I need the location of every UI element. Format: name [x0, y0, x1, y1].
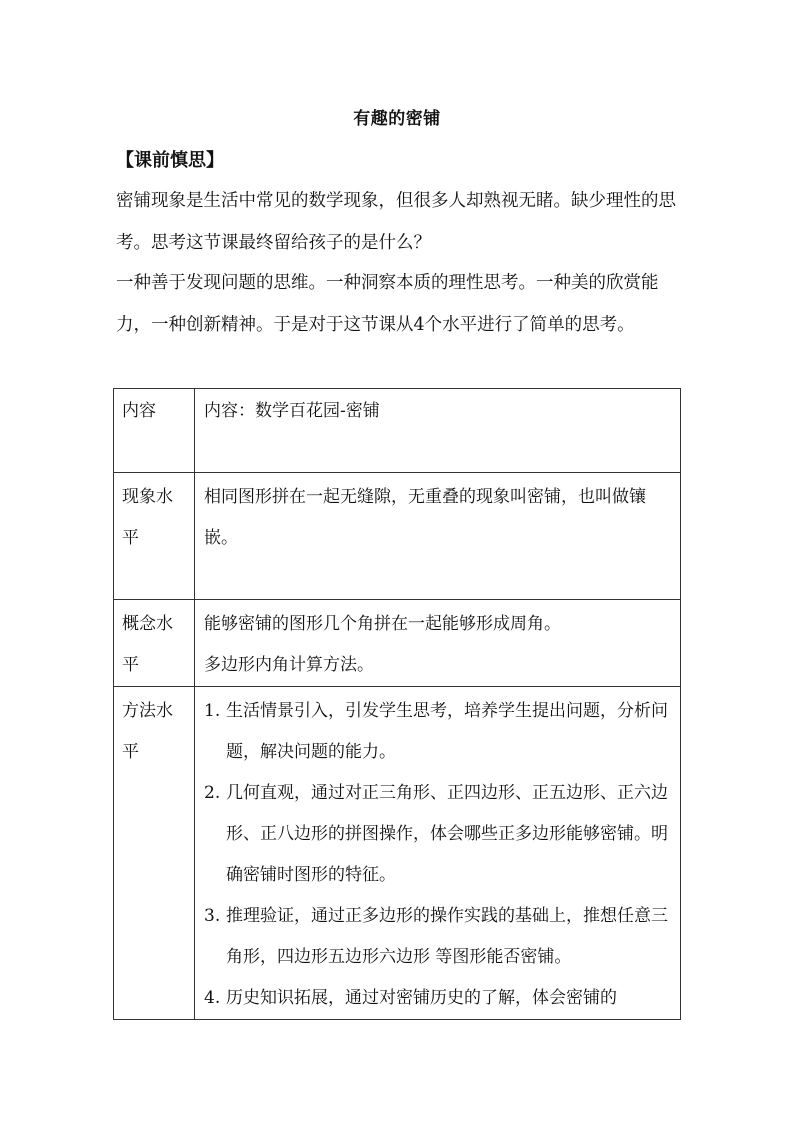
levels-table	[113, 388, 681, 1020]
table-row-phenomenon	[114, 473, 681, 600]
row-body-concept	[195, 600, 681, 687]
item-number: 4.	[204, 988, 221, 1008]
section-heading: 【课前慎思】	[116, 150, 224, 171]
table-row-content	[114, 389, 681, 473]
row-body-content	[195, 389, 681, 473]
item-text: 生活情景引入，引发学生思考，培养学生提出问题，分析问题，解决问题的能力。	[226, 701, 668, 762]
table-row-concept	[114, 600, 681, 687]
list-item	[204, 691, 674, 773]
item-text: 推理验证，通过正多边形的操作实践的基础上，推想任意三角形，四边形五边形六边形 等图形能否密铺。	[226, 906, 668, 967]
item-number: 2.	[204, 783, 221, 803]
intro-paragraph-1	[116, 180, 676, 264]
row-header-method: 方法水平	[114, 687, 195, 1020]
row-header-phenomenon: 现象水平	[114, 473, 195, 600]
page-title: 有趣的密铺	[353, 109, 441, 129]
item-text: 几何直观，通过对正三角形、正四边形、正五边形、正六边形、正八边形的拼图操作，体会哪些正多边形能够密铺。明确密铺时图形的特征。	[226, 783, 668, 885]
cell-line: 内容：数学百花园-密铺	[204, 401, 380, 421]
intro-text-2: 一种善于发现问题的思维。一种洞察本质的理性思考。一种美的欣赏能力，一种创新精神。于是对于这节课从4个水平进行了简单的思考。	[116, 273, 659, 335]
cell-line: 多边形内角计算方法。	[204, 655, 374, 675]
list-item	[204, 896, 674, 978]
intro-text-1: 密铺现象是生活中常见的数学现象，但很多人却熟视无睹。缺少理性的思考。思考这节课最终留给孩子的是什么？	[116, 191, 676, 253]
row-header-content: 内容	[114, 389, 195, 473]
item-text: 历史知识拓展，通过对密铺历史的了解，体会密铺的	[226, 988, 617, 1008]
table-row-method	[114, 687, 681, 1020]
cell-line: 能够密铺的图形几个角拼在一起能够形成周角。	[204, 614, 561, 634]
row-header-concept: 概念水平	[114, 600, 195, 687]
row-body-method	[195, 687, 681, 1020]
list-item	[204, 978, 674, 1019]
row-body-phenomenon	[195, 473, 681, 600]
cell-line: 相同图形拼在一起无缝隙，无重叠的现象叫密铺，也叫做镶嵌。	[204, 487, 646, 548]
intro-paragraph-2	[116, 262, 676, 346]
list-item	[204, 773, 674, 896]
item-number: 1.	[204, 701, 221, 721]
item-number: 3.	[204, 906, 221, 926]
